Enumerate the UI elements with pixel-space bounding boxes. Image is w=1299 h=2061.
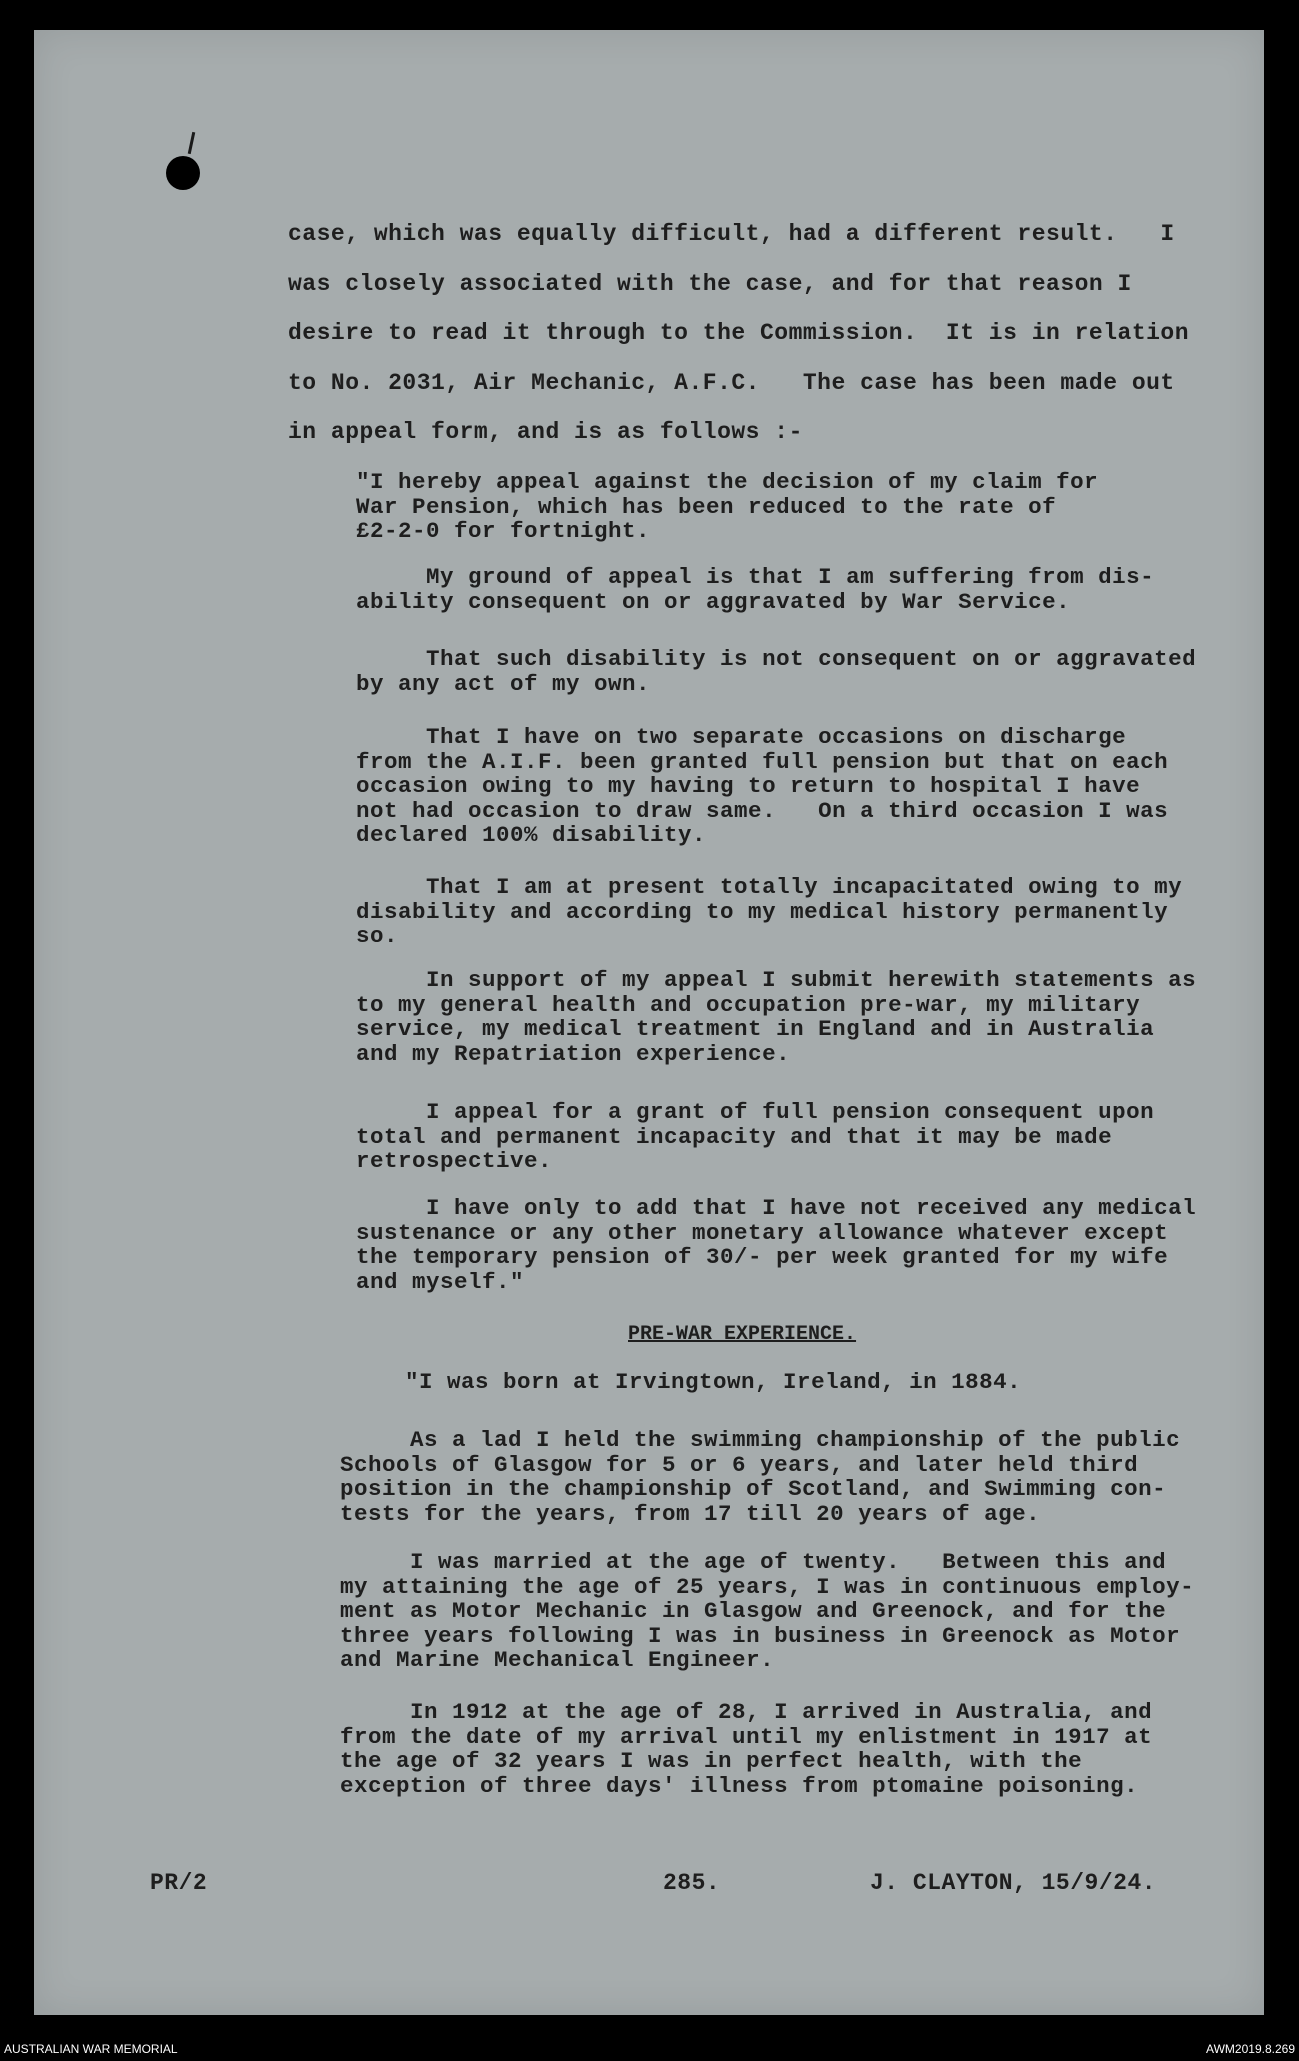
prewar-paragraph-3: I was married at the age of twenty. Between this and my attaining the age of 25 years, I was in continuous employ- ment as Motor Mechanic in Glasgow and Greenock, and for the three years following I was in business in Greenock as Motor and Marine Mechanical Engineer. bbox=[340, 1549, 1195, 1673]
appeal-paragraph-6: In support of my appeal I submit herewith statements as to my general health and occupation pre-war, my military service, my medical treatment in England and in Australia and my Repatriation experience. bbox=[356, 967, 1197, 1067]
prewar-paragraph-4: In 1912 at the age of 28, I arrived in Australia, and from the date of my arrival until my enlistment in 1917 at the age of 32 years I was in perfect health, with the exception of three days' illness from ptomaine poisoning. bbox=[340, 1699, 1153, 1799]
appeal-paragraph-4: That I have on two separate occasions on discharge from the A.I.F. been granted full pension but that on each occasion owing to my having to return to hospital I have not had occasion to draw same. On a third occasion I was declared 100% disability. bbox=[356, 724, 1169, 848]
section-heading: PRE-WAR EXPERIENCE. bbox=[628, 1323, 857, 1346]
punch-hole bbox=[166, 156, 200, 190]
appeal-paragraph-2: My ground of appeal is that I am suffering from dis- ability consequent on or aggravated by War Service. bbox=[356, 564, 1155, 615]
prewar-paragraph-1: "I was born at Irvingtown, Ireland, in 1884. bbox=[405, 1369, 1022, 1395]
appeal-paragraph-5: That I am at present totally incapacitated owing to my disability and according to my medical history permanently so. bbox=[356, 874, 1183, 949]
archive-id: AWM2019.8.269 bbox=[1206, 2042, 1295, 2056]
file-reference: PR/2 bbox=[150, 1870, 208, 1896]
archive-caption: AUSTRALIAN WAR MEMORIAL bbox=[4, 2042, 178, 2056]
appeal-paragraph-7: I appeal for a grant of full pension consequent upon total and permanent incapacity and that it may be made retrospective. bbox=[356, 1099, 1155, 1174]
page-number: 285. bbox=[663, 1870, 721, 1896]
intro-paragraph: case, which was equally difficult, had a different result. I was closely associated with the case, and for that reason I desire to read it through to the Commission. It is in relation to No. 2031, Air Mechanic, A.F.C. The case has been made out in appeal form, and is as follows :- bbox=[288, 221, 1190, 445]
prewar-paragraph-2: As a lad I held the swimming championship of the public Schools of Glasgow for 5 or 6 years, and later held third position in the championship of Scotland, and Swimming con- tests for the years, from 17 till 20 years of age. bbox=[340, 1427, 1181, 1527]
signature-line: J. CLAYTON, 15/9/24. bbox=[870, 1870, 1157, 1896]
appeal-paragraph-3: That such disability is not consequent on or aggravated by any act of my own. bbox=[356, 646, 1197, 697]
appeal-paragraph-1: "I hereby appeal against the decision of my claim for War Pension, which has been reduced to the rate of £2-2-0 for fortnight. bbox=[356, 469, 1099, 544]
appeal-paragraph-8: I have only to add that I have not received any medical sustenance or any other monetary allowance whatever except the temporary pension of 30/- per week granted for my wife and myself." bbox=[356, 1195, 1197, 1295]
